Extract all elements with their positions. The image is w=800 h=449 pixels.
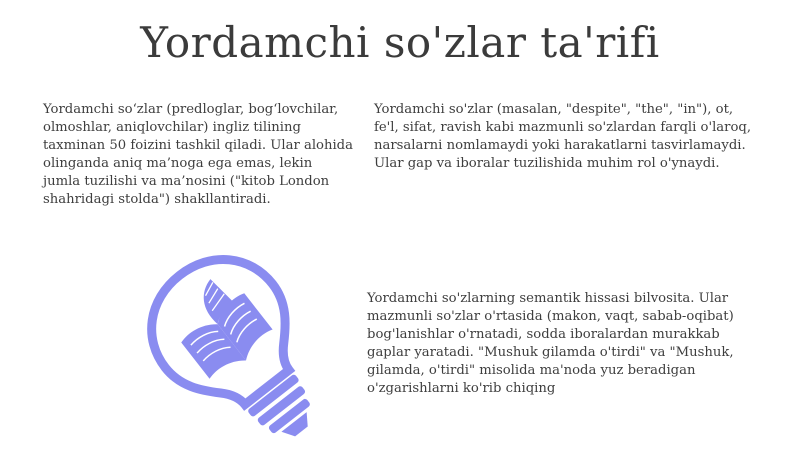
paragraph-comparison: Yordamchi so'zlar (masalan, "despite", "the", "in"), ot, fe'l, sifat, ravish kabi mazmunli so'zlardan farqli o'laroq, narsalarni nomlamaydi yoki harakatlarni tasvirlamaydi. Ular gap va iboralar tuzilishida muhim rol o'ynaydi. bbox=[374, 102, 752, 171]
paragraph-definition: Yordamchi so‘zlar (predloglar, bog‘lovchilar, olmoshlar, aniqlovchilar) ingliz tilining taxminan 50 foizini tashkil qiladi. Ular alohida olinganda aniq ma’noga ega emas, lekin jumla tuzilishi va ma’nosini ("kitob London shahridagi stolda") shakllantiradi. bbox=[43, 102, 353, 207]
paragraph-semantics: Yordamchi so'zlarning semantik hissasi bilvosita. Ular mazmunli so'zlar o'rtasida (makon, vaqt, sabab-oqibat) bog'lanishlar o'rnatadi, sodda iboralardan murakkab gaplar yaratadi. "Mushuk gilamda o'tirdi" va "Mushuk, gilamda, o'tirdi" misolida ma'noda yuz beradigan o'zgarishlarni ko'rib chiqing bbox=[367, 291, 734, 396]
lightbulb-book-icon bbox=[140, 250, 315, 445]
slide-title: Yordamchi so'zlar ta'rifi bbox=[140, 18, 660, 67]
